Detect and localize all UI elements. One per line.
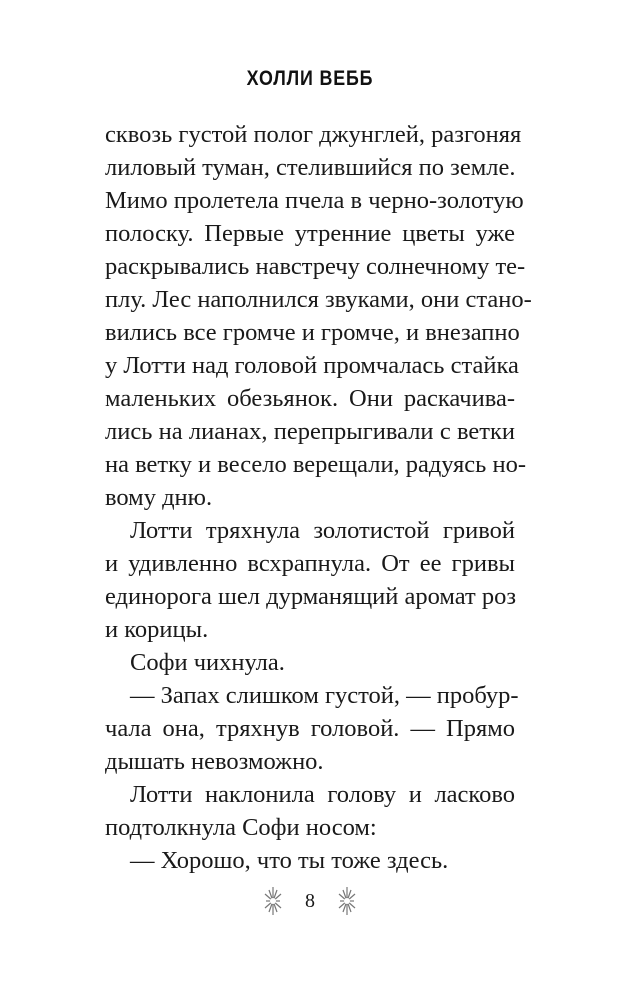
text-line: вому дню. (105, 484, 213, 511)
text-line: Лотти тряхнула золотистой гривой (130, 517, 515, 544)
body-text (105, 118, 532, 877)
text-line: у Лотти над головой промчалась стайка (105, 352, 519, 379)
text-line: Лотти наклонила голову и ласково (130, 781, 515, 808)
text-line: лись на лианах, перепрыгивали с ветки (105, 418, 515, 445)
text-line: — Запах слишком густой, — пробур- (130, 682, 519, 709)
text-line: маленьких обезьянок. Они раскачива- (105, 385, 515, 412)
text-line: раскрывались навстречу солнечному те- (105, 253, 526, 280)
text-line: на ветку и весело верещали, радуясь но- (105, 451, 526, 478)
text-line: Мимо пролетела пчела в черно-золотую (105, 187, 524, 214)
page-number: 8 (305, 889, 315, 912)
text-line: и удивленно всхрапнула. От ее гривы (105, 550, 515, 577)
text-line: плу. Лес наполнился звуками, они стано- (105, 286, 532, 313)
page-footer (0, 886, 620, 916)
text-line: чала она, тряхнув головой. — Прямо (105, 715, 515, 742)
running-header: ХОЛЛИ ВЕББ (246, 67, 374, 90)
text-line: сквозь густой полог джунглей, разгоняя (105, 121, 522, 148)
text-line: и корицы. (105, 616, 209, 643)
starburst-ornament-icon (263, 886, 283, 916)
text-line: вились все громче и громче, и внезапно (105, 319, 520, 346)
text-line: дышать невозможно. (105, 748, 324, 775)
text-line: лиловый туман, стелившийся по земле. (105, 154, 516, 181)
text-line: — Хорошо, что ты тоже здесь. (130, 847, 449, 874)
text-line: полоску. Первые утренние цветы уже (105, 220, 515, 247)
starburst-ornament-icon (337, 886, 357, 916)
text-line: Софи чихнула. (130, 649, 285, 676)
text-line: подтолкнула Софи носом: (105, 814, 377, 841)
text-line: единорога шел дурманящий аромат роз (105, 583, 517, 610)
